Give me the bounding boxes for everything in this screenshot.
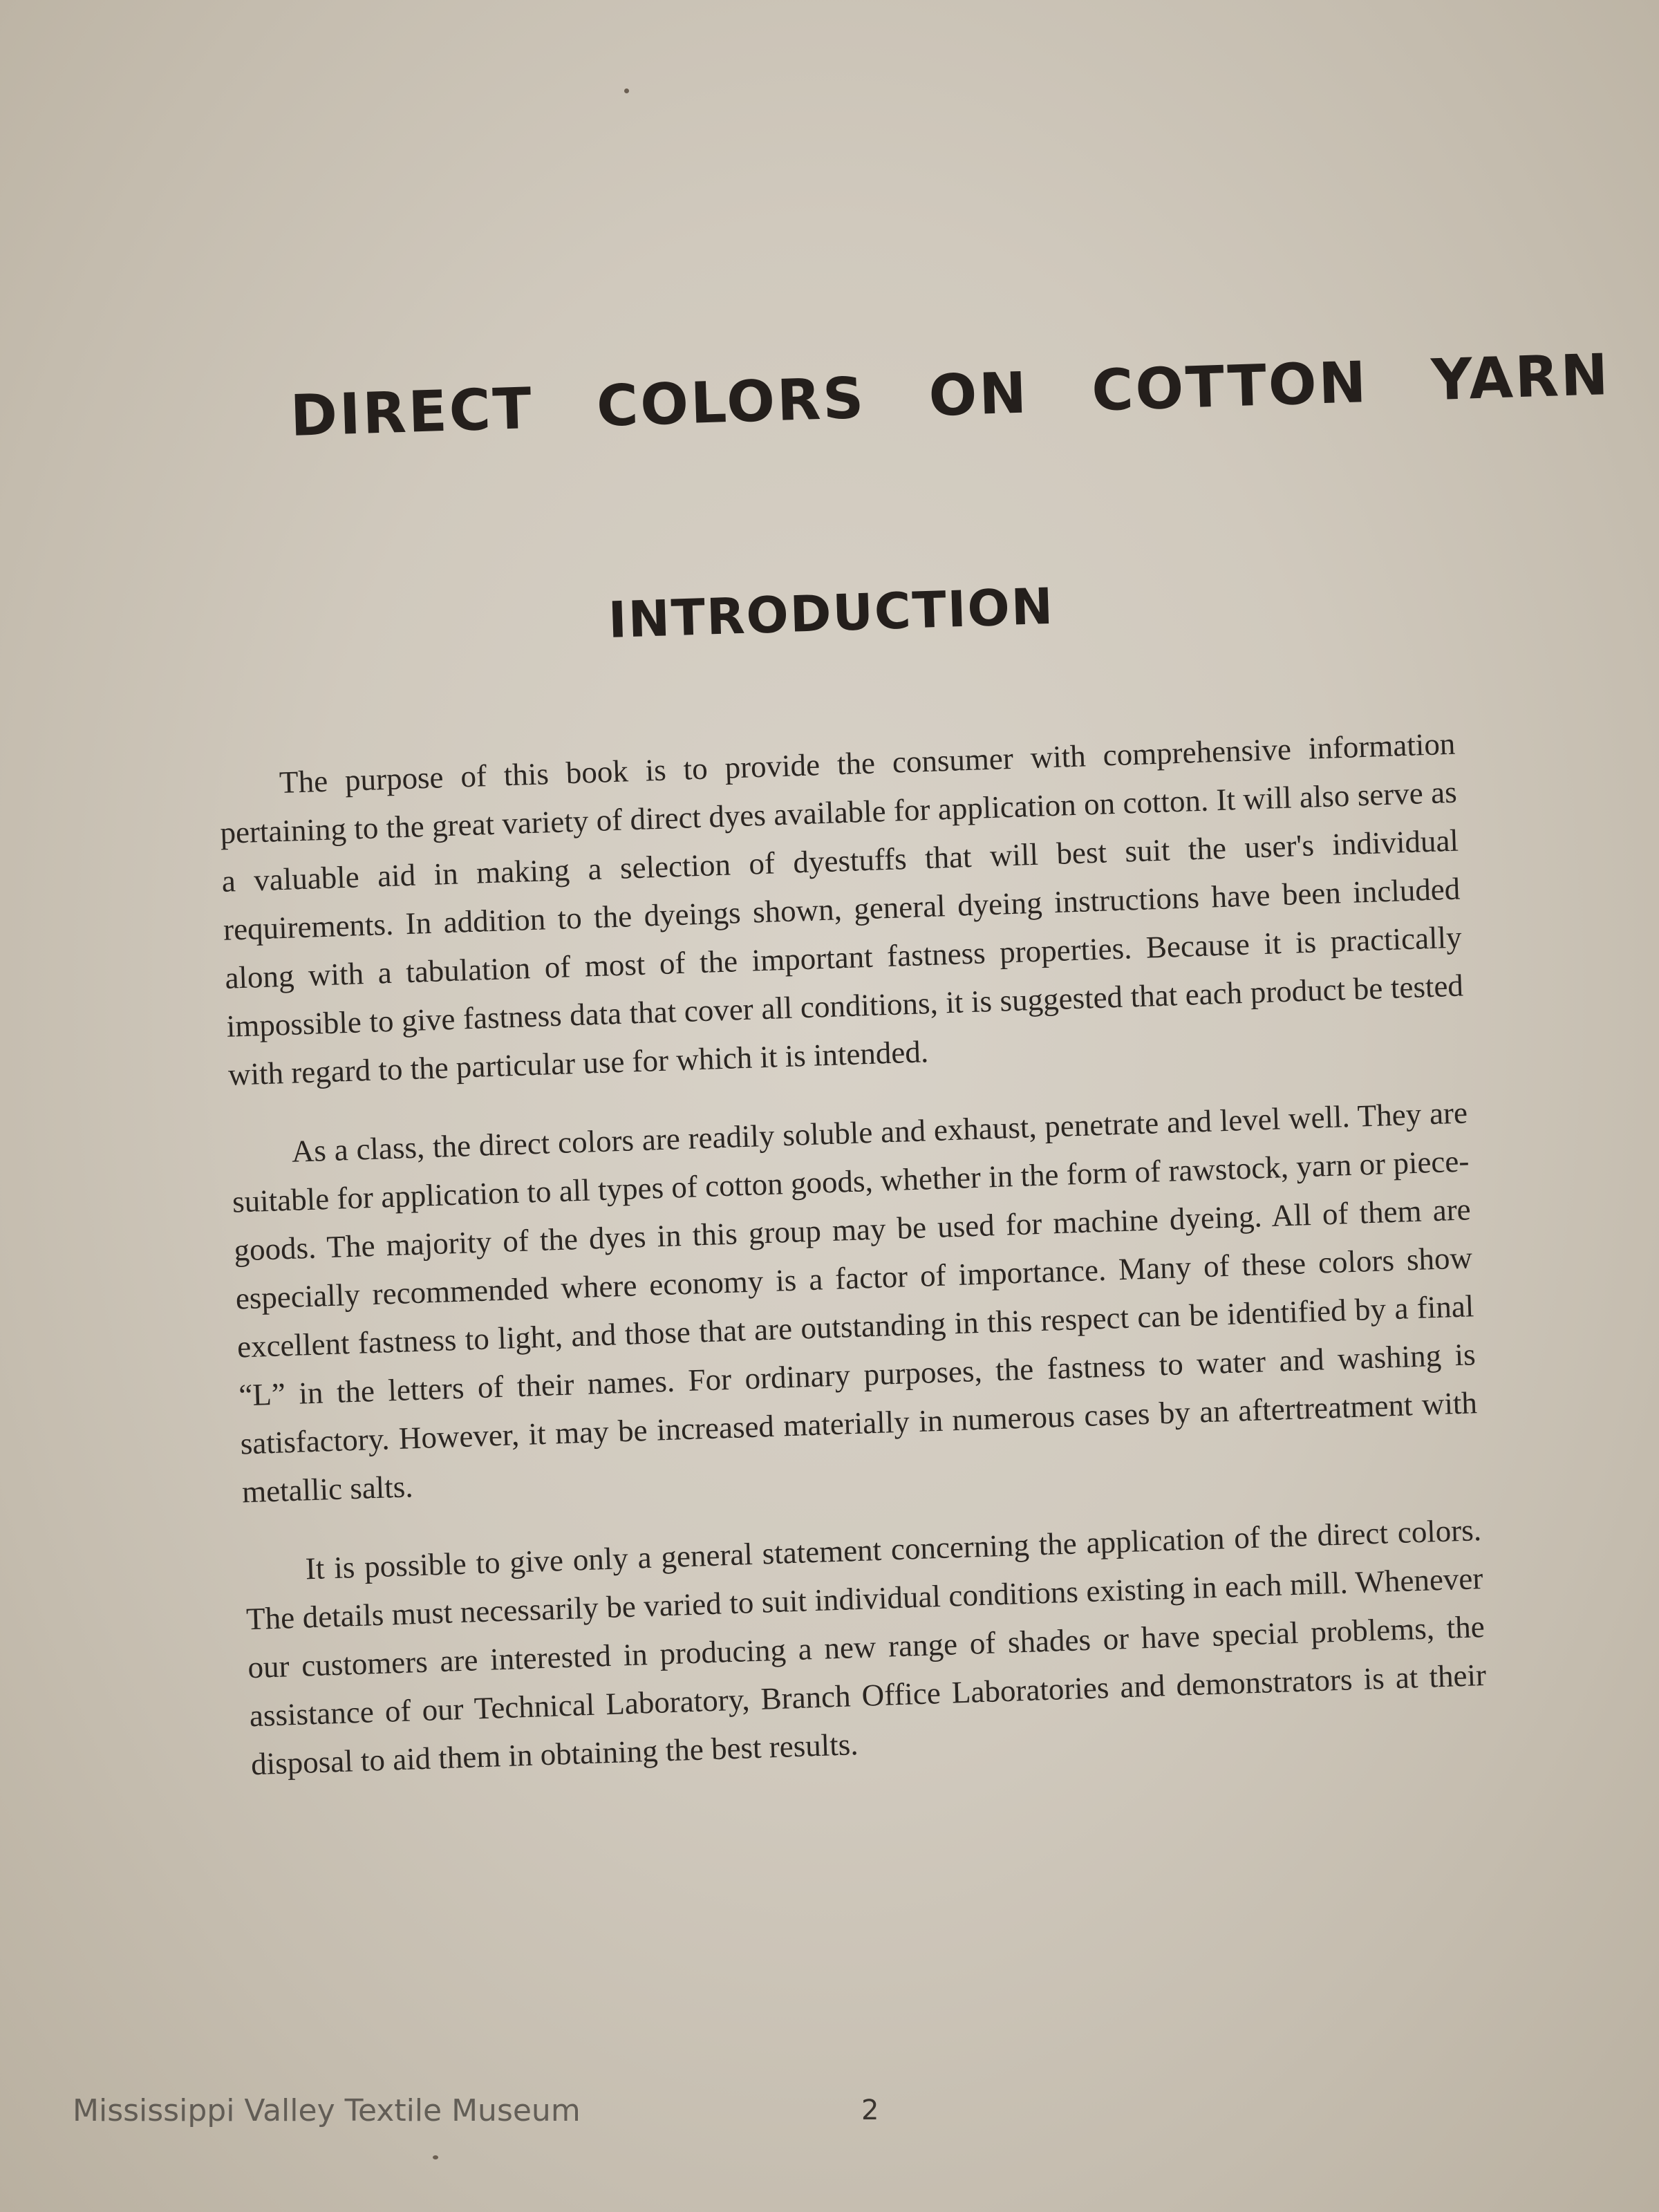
- paragraph-purpose: The purpose of this book is to provide the consumer with comprehensive information pertaining to the great variety of direct dyes available for application on cotton. It will also serve as a valuable aid in making a selection of dyestuffs that will best suit the user's individual requirements. In addition to the dyeings shown, general dyeing instructions have been included along with a tabulation of most of the important fastness properties. Because it is practically impossible to give fastness data that cover all conditions, it is suggested that each product be tested with regard to the particular use for which it is intended.: [219, 726, 1464, 1092]
- section-heading: INTRODUCTION: [607, 577, 1056, 649]
- paragraph-direct-colors-class: As a class, the direct colors are readily soluble and exhaust, penetrate and level well. They are suitable for application to all types of cotton goods, whether in the form of rawstock, yarn or piece-goods. The majority of the dyes in this group may be used for machine dyeing. All of them are especially recommended where economy is a factor of importance. Many of these colors show excellent fastness to light, and those that are outstanding in this respect can be identified by a final “L” in the letters of their names. For ordinary purposes, the fastness to water and washing is satisfactory. However, it may be increased materially in numerous cases by an aftertreatment with metallic salts.: [232, 1095, 1478, 1510]
- page-title: DIRECT COLORS ON COTTON YARN: [289, 342, 1611, 449]
- paragraph-application: It is possible to give only a general statement concerning the application of the direct colors. The details must necessarily be varied to suit individual conditions existing in each mill. Whenever our customers are interested in producing a new range of shades or have special problems, the assistance of our Technical Laboratory, Branch Office Laboratories and demonstrators is at their disposal to aid them in obtaining the best results.: [245, 1512, 1487, 1782]
- museum-watermark: Mississippi Valley Textile Museum: [73, 2093, 581, 2128]
- paper-speck: [624, 88, 629, 93]
- body-text: [218, 720, 1490, 1819]
- paper-speck: [433, 2155, 438, 2159]
- page-number: 2: [861, 2094, 879, 2126]
